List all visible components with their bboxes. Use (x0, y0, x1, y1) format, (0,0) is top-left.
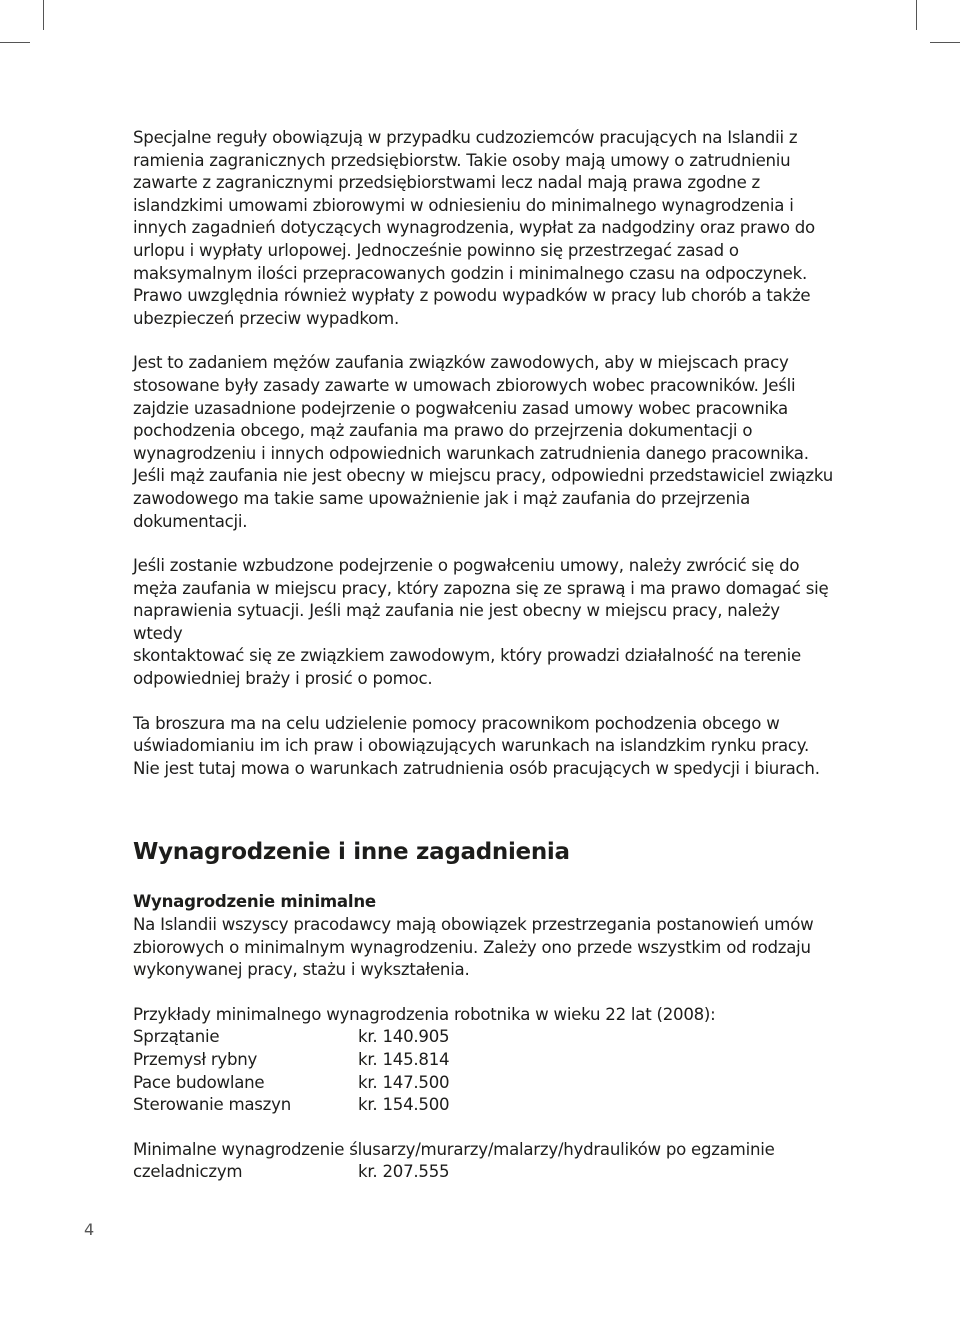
paragraph-shop-stewards: Jest to zadaniem mężów zaufania związków zawodowych, aby w miejscach pracy stosowane były zasady zawarte w umowach zbiorowych wobec pracowników. Jeśli zajdzie uzasadnione podejrzenie o pogwałceniu zasad umowy wobec pracownika pochodzenia obcego, mąż zaufania ma prawo do przejrzenia dokumentacji o wynagrodzeniu i innych odpowiednich warunkach zatrudnienia danego pracownika. Jeśli mąż zaufania nie jest obecny w miejscu pracy, odpowiedni przedstawiciel związku zawodowego ma takie same upoważnienie jak i mąż zaufania do przejrzenia dokumentacji. (133, 353, 834, 531)
wage-value: kr. 147.500 (358, 1072, 450, 1092)
table-row (133, 1072, 449, 1095)
crop-mark-top-right-horizontal (930, 42, 960, 43)
table-row (133, 1161, 449, 1184)
crop-mark-top-left-horizontal (0, 42, 30, 43)
wage-label: Sterowanie maszyn (133, 1095, 291, 1115)
paragraph-minimum-wage-intro: Na Islandii wszyscy pracodawcy mają obowiązek przestrzegania postanowień umów zbiorowych o minimalnym wynagrodzeniu. Zależy ono przede wszystkim od rodzaju wykonywanej pracy, stażu i wykształenia. (133, 915, 814, 980)
paragraph-brochure-purpose: Ta broszura ma na celu udzielenie pomocy pracownikom pochodzenia obcego w uświadomianiu im ich praw i obowiązujących warunkach na islandzkim rynku pracy. Nie jest tutaj mowa o warunkach zatrudnienia osób pracujących w spedycji i biurach. (133, 713, 820, 778)
paragraph-suspicion: Jeśli zostanie wzbudzone podejrzenie o pogwałceniu umowy, należy zwrócić się do męża zaufania w miejscu pracy, który zapozna się ze sprawą i ma prawo domagać się naprawienia sytuacji. Jeśli mąż zaufania nie jest obecny w miejscu pracy, należy wtedy skontaktować się ze związkiem zawodowym, który prowadzi działalność na terenie odpowiedniej braży i prosić o pomoc. (133, 556, 829, 689)
wage-examples-table (133, 1026, 449, 1116)
crop-mark-top-left-vertical (43, 0, 44, 30)
wage-value: kr. 207.555 (358, 1162, 450, 1182)
wage-label: Sprzątanie (133, 1027, 220, 1047)
wage-examples (133, 1004, 833, 1117)
table-row (133, 1094, 449, 1117)
wage-label: Pace budowlane (133, 1072, 265, 1092)
page-content (133, 127, 833, 1184)
wage-value: kr. 140.905 (358, 1027, 450, 1047)
craft-wage (133, 1139, 833, 1184)
wage-examples-heading: Przykłady minimalnego wynagrodzenia robotnika w wieku 22 lat (2008): (133, 1004, 716, 1024)
paragraph-foreign-companies: Specjalne reguły obowiązują w przypadku cudzoziemców pracujących na Islandii z ramienia zagranicznych przedsiębiorstw. Takie osoby mają umowy o zatrudnieniu zawarte z zagranicznymi przedsiębiorstwami lecz nadal mają prawa zgodne z islandzkimi umowami zbiorowymi w odniesieniu do minimalnego wynagrodzenia i innych zagadnień dotyczących wynagrodzenia, wypłat za nadgodziny oraz prawo do urlopu i wypłaty urlopowej. Jednocześnie powinno się przestrzegać zasad o maksymalnym ilości przepracowanych godzin i minimalnego czasu na odpoczynek. Prawo uwzględnia również wypłaty z powodu wypadków w pracy lub chorób a także ubezpieczeń przeciw wypadkom. (133, 128, 815, 328)
craft-wage-table (133, 1161, 449, 1184)
wage-label: Przemysł rybny (133, 1050, 258, 1069)
craft-wage-text: Minimalne wynagrodzenie ślusarzy/murarzy/malarzy/hydraulików po egzaminie (133, 1139, 775, 1159)
page-number: 4 (84, 1220, 95, 1239)
crop-mark-top-right-vertical (916, 0, 917, 30)
subheading-minimum-wage: Wynagrodzenie minimalne (133, 892, 376, 912)
table-row (133, 1026, 449, 1049)
wage-label: czeladniczym (133, 1162, 243, 1182)
section-title: Wynagrodzenie i inne zagadnienia (133, 839, 570, 866)
wage-value: kr. 145.814 (358, 1050, 450, 1069)
table-row (133, 1049, 449, 1072)
wage-value: kr. 154.500 (358, 1095, 450, 1115)
